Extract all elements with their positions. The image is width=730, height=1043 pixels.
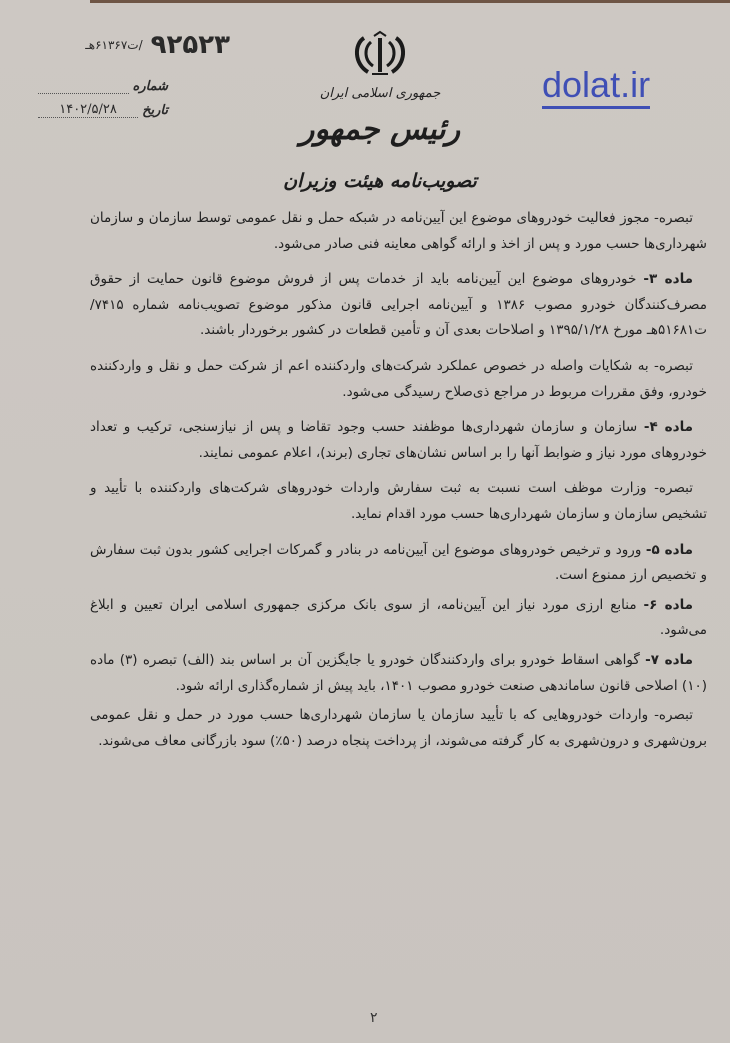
date-row xyxy=(38,94,168,118)
watermark-link[interactable]: dolat.ir xyxy=(542,66,650,109)
number-value xyxy=(38,93,129,94)
reference-number: /ت۶۱۳۶۷هـ xyxy=(85,38,143,52)
document-type: تصویب‌نامه هیئت وزیران xyxy=(283,170,477,192)
number-row xyxy=(38,70,168,94)
article-3: ماده ۳- خودروهای موضوع این آیین‌نامه باید از خدمات پس از فروش موضوع قانون حمایت از حقوق مصرف‌کنندگان خودرو مصوب ۱۳۸۶ و آیین‌نامه اجرایی قانون مذکور موضوع تصویب‌نامه شماره ۷۴۱۵/ت۵۱۶۸۱هـ مورخ ۱۳۹۵/۱/۲۸ و اصلاحات بعدی آن و تأمین قطعات در کشور برخوردار باشند. xyxy=(90,271,707,339)
page-number: ۲ xyxy=(370,1010,378,1026)
article-7: ماده ۷- گواهی اسقاط خودرو برای واردکنندگان خودرو یا جایگزین آن بر اساس بند (الف) تبصره (۳) ماده (۱۰) اصلاحی قانون ساماندهی صنعت خودرو مصوب ۱۴۰۱، باید پیش از شماره‌گذاری ارائه شود. xyxy=(90,651,707,694)
article-5: ماده ۵- ورود و ترخیص خودروهای موضوع این آیین‌نامه در بنادر و گمرکات اجرایی کشور بدون ثبت سفارش و تخصیص ارز ممنوع است. xyxy=(90,541,707,584)
paragraph: تبصره- مجوز فعالیت خودروهای موضوع این آیین‌نامه در شبکه حمل و نقل عمومی توسط سازمان و سازمان شهرداری‌ها حسب مورد و پس از اخذ و ارائه گواهی معاینه فنی صادر می‌شود. xyxy=(90,210,707,252)
serial-stamp xyxy=(30,28,230,62)
date-value: ۱۴۰۲/۵/۲۸ xyxy=(38,102,138,118)
iran-emblem-icon xyxy=(350,30,410,80)
serial-number: ۹۲۵۲۳ xyxy=(150,30,230,60)
country-name: جمهوری اسلامی ایران xyxy=(319,86,441,101)
scan-edge xyxy=(90,0,730,3)
article-4: ماده ۴- سازمان و سازمان شهرداری‌ها موظفند حسب وجود تقاضا و پس از نیازسنجی، ترکیب و تعداد خودروهای مورد نیاز و ضوابط آنها را بر اساس نشان‌های تجاری (برند)، اعلام عمومی نمایند. xyxy=(90,419,707,461)
paragraph: تبصره- وزارت موظف است نسبت به ثبت سفارش واردات خودروهای شرکت‌های واردکننده با تأیید و تشخیص سازمان و سازمان شهرداری‌ها حسب مورد اقدام نماید. xyxy=(90,480,707,522)
document-body xyxy=(90,206,707,764)
paragraph: تبصره- به شکایات واصله در خصوص عملکرد شرکت‌های واردکننده اعم از شرکت حمل و نقل و واردکننده خودرو، وفق مقررات مربوط در مراجع ذی‌صلاح رسیدگی می‌شود. xyxy=(90,357,707,400)
article-6: ماده ۶- منابع ارزی مورد نیاز این آیین‌نامه، از سوی بانک مرکزی جمهوری اسلامی ایران تعیین و ابلاغ می‌شود. xyxy=(90,596,707,639)
letter-meta xyxy=(38,70,168,118)
date-label: تاریخ xyxy=(142,103,168,118)
number-label: شماره xyxy=(132,79,168,94)
office-title: رئیس جمهور xyxy=(299,112,461,147)
paragraph: تبصره- واردات خودروهایی که با تأیید سازمان یا سازمان شهرداری‌ها حسب مورد در حمل و نقل عمومی برون‌شهری و درون‌شهری به کار گرفته می‌شوند، از پرداخت پنجاه درصد (۵۰٪) سود بازرگانی معاف می‌شوند. xyxy=(90,707,707,749)
